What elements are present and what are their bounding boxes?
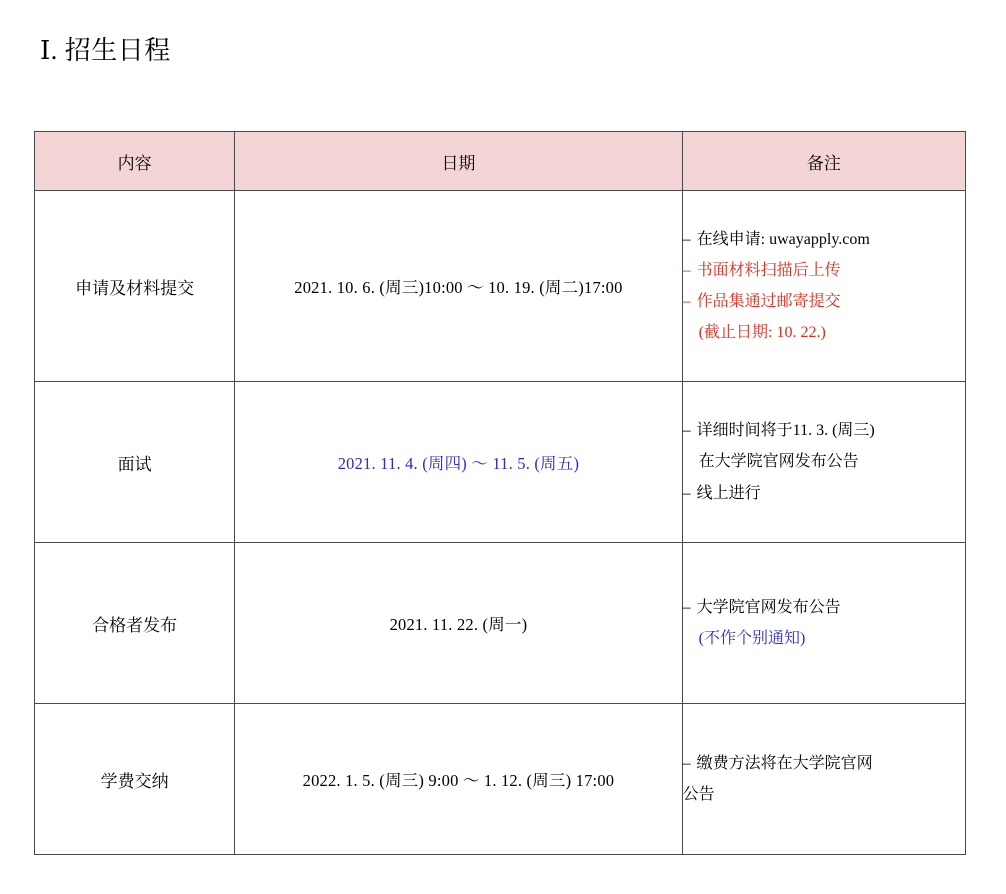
dash-marker: – xyxy=(682,293,691,310)
table-row xyxy=(35,382,966,543)
note-text: (截止日期: 10. 22.) xyxy=(698,324,826,342)
note-text: 公告 xyxy=(682,786,715,803)
admission-schedule-table xyxy=(34,131,966,855)
table-row xyxy=(35,543,966,704)
column-header-content: 内容 xyxy=(35,132,235,191)
note-line xyxy=(683,446,965,477)
dash-marker: – xyxy=(682,422,691,440)
note-text: 作品集通过邮寄提交 xyxy=(696,293,841,310)
note-line xyxy=(683,592,965,623)
column-header-date: 日期 xyxy=(235,132,682,191)
column-header-note: 备注 xyxy=(682,132,965,191)
dash-marker: – xyxy=(682,261,691,279)
note-text: 缴费方法将在大学院官网 xyxy=(696,754,873,772)
note-line xyxy=(683,478,965,509)
table-row xyxy=(35,704,966,855)
row-label-interview: 面试 xyxy=(35,382,235,543)
note-line xyxy=(683,255,965,286)
row-label-tuition: 学费交纳 xyxy=(35,704,235,855)
row-note-tuition xyxy=(682,704,965,855)
row-note-result xyxy=(682,543,965,704)
row-note-application xyxy=(682,191,965,382)
note-text: 详细时间将于11. 3. (周三) xyxy=(696,422,875,440)
note-line xyxy=(683,415,965,446)
dash-marker: – xyxy=(682,598,691,616)
dash-marker: – xyxy=(682,754,691,772)
table-body xyxy=(35,191,966,855)
note-text: (不作个别通知) xyxy=(698,630,806,647)
note-line xyxy=(683,317,965,348)
table-header-row xyxy=(35,132,966,191)
note-text: 书面材料扫描后上传 xyxy=(696,261,841,279)
row-date-result: 2021. 11. 22. (周一) xyxy=(235,543,682,704)
row-label-result: 合格者发布 xyxy=(35,543,235,704)
note-text: 在大学院官网发布公告 xyxy=(698,453,859,471)
note-line xyxy=(683,623,965,654)
table-header xyxy=(35,132,966,191)
note-line xyxy=(683,779,965,810)
note-text: 大学院官网发布公告 xyxy=(696,598,841,616)
note-line xyxy=(683,224,965,255)
table-row xyxy=(35,191,966,382)
note-text: 线上进行 xyxy=(696,484,761,502)
row-date-tuition: 2022. 1. 5. (周三) 9:00 ～ 1. 12. (周三) 17:00 xyxy=(235,704,682,855)
note-text: 在线申请: uwayapply.com xyxy=(696,230,870,248)
note-line xyxy=(683,748,965,779)
page-title: Ⅰ. 招生日程 xyxy=(40,36,171,65)
note-line xyxy=(683,286,965,317)
row-date-application: 2021. 10. 6. (周三)10:00 ～ 10. 19. (周二)17:00 xyxy=(235,191,682,382)
row-note-interview xyxy=(682,382,965,543)
dash-marker: – xyxy=(682,484,691,502)
row-date-interview: 2021. 11. 4. (周四) ～ 11. 5. (周五) xyxy=(235,382,682,543)
dash-marker: – xyxy=(682,230,691,248)
row-label-application: 申请及材料提交 xyxy=(35,191,235,382)
